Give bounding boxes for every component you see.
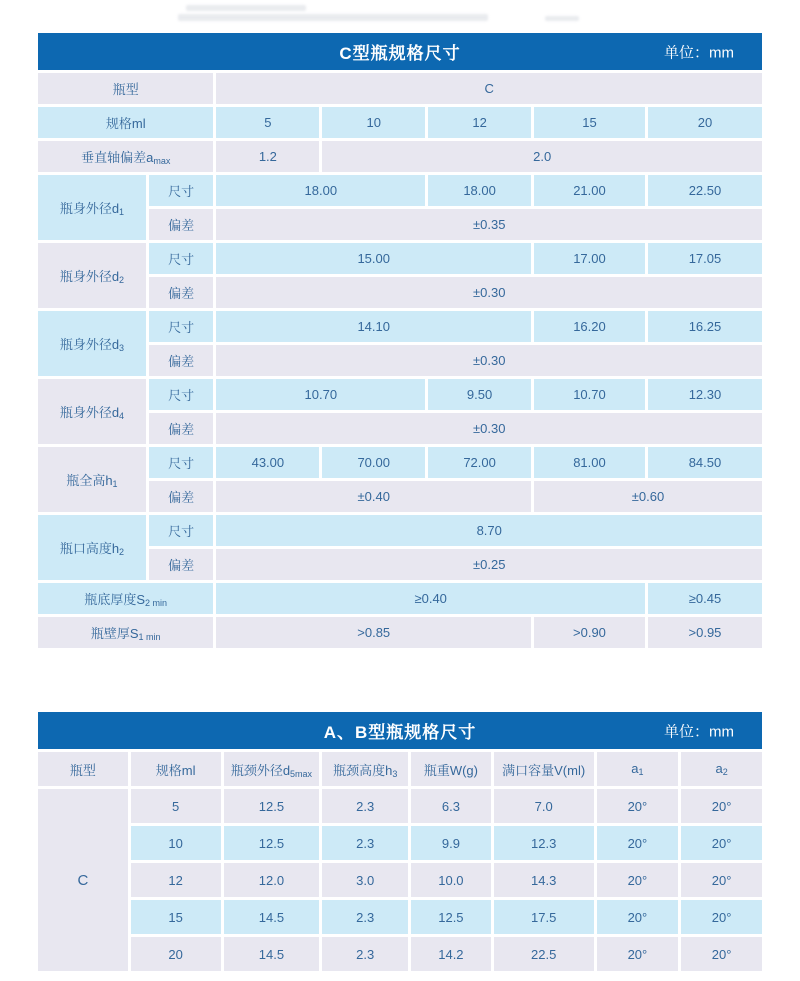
- d1-size-15: 21.00: [534, 175, 645, 206]
- h1-size-15: 81.00: [534, 447, 645, 478]
- label-subscript: max: [153, 156, 171, 166]
- d1-size-5-10: 18.00: [216, 175, 425, 206]
- size-label: 尺寸: [149, 515, 214, 546]
- d1-size-20: 22.50: [648, 175, 762, 206]
- label-text: 瓶身外径d: [59, 201, 120, 216]
- group-label-body-od-d3: [38, 311, 146, 376]
- label-subscript: 2: [119, 275, 125, 285]
- spec-value-10: 10: [322, 107, 425, 138]
- row5-a1: 20°: [597, 789, 679, 823]
- s1min-value-15: >0.90: [534, 617, 645, 648]
- th-neck-od-d5max: [224, 752, 320, 786]
- d3-size-20: 16.25: [648, 311, 762, 342]
- row15-capacity: 17.5: [494, 900, 594, 934]
- label-subscript: 1: [638, 767, 644, 777]
- d2-deviation: ±0.30: [216, 277, 762, 308]
- s2min-value-5-15: ≥0.40: [216, 583, 645, 614]
- row12-neck-od: 12.0: [224, 863, 320, 897]
- row5-a2: 20°: [681, 789, 762, 823]
- table-row: [38, 583, 762, 614]
- row20-a2: 20°: [681, 937, 762, 971]
- table-row: [38, 789, 762, 823]
- d1-size-12: 18.00: [428, 175, 531, 206]
- table-row: [38, 863, 762, 897]
- d4-size-5-10: 10.70: [216, 379, 425, 410]
- row15-spec: 15: [131, 900, 221, 934]
- size-label: 尺寸: [149, 175, 214, 206]
- h1-size-20: 84.50: [648, 447, 762, 478]
- table-row: [38, 311, 762, 342]
- table-row: [38, 277, 762, 308]
- row15-weight: 12.5: [411, 900, 491, 934]
- row20-capacity: 22.5: [494, 937, 594, 971]
- dev-label: 偏差: [149, 209, 214, 240]
- label-text: 瓶身外径d: [59, 269, 120, 284]
- d2-size-15: 17.00: [534, 243, 645, 274]
- row15-neck-height: 2.3: [322, 900, 408, 934]
- h1-size-5: 43.00: [216, 447, 319, 478]
- table-row: [38, 549, 762, 580]
- label-subscript: 3: [392, 768, 398, 779]
- label-subscript: 2: [722, 767, 728, 777]
- h1-deviation-5-12: ±0.40: [216, 481, 531, 512]
- label-wall-thickness-s1min: [38, 617, 213, 648]
- ab-bottle-spec-section: [38, 712, 762, 974]
- table-row: [38, 937, 762, 971]
- table-header-row: [38, 752, 762, 786]
- row5-capacity: 7.0: [494, 789, 594, 823]
- th-bottle-type: 瓶型: [38, 752, 128, 786]
- d3-size-5-12: 14.10: [216, 311, 531, 342]
- s1min-value-20: >0.95: [648, 617, 762, 648]
- row15-neck-od: 14.5: [224, 900, 320, 934]
- label-subscript: 5max: [290, 768, 313, 779]
- d4-deviation: ±0.30: [216, 413, 762, 444]
- label-text: 瓶颈高度h: [333, 762, 393, 778]
- label-text: 瓶口高度h: [59, 541, 120, 556]
- table-row: [38, 209, 762, 240]
- label-subscript: 1: [119, 207, 125, 217]
- row10-a1: 20°: [597, 826, 679, 860]
- bottle-type-c-cell: C: [38, 789, 128, 971]
- row10-capacity: 12.3: [494, 826, 594, 860]
- table-row: [38, 481, 762, 512]
- c-spec-table: [35, 70, 765, 651]
- group-label-total-height-h1: [38, 447, 146, 512]
- row20-neck-height: 2.3: [322, 937, 408, 971]
- table-row: [38, 175, 762, 206]
- row12-neck-height: 3.0: [322, 863, 408, 897]
- table-row: [38, 413, 762, 444]
- group-label-body-od-d1: [38, 175, 146, 240]
- row12-capacity: 14.3: [494, 863, 594, 897]
- ab-table-unit-label: 单位：mm: [664, 723, 734, 740]
- d3-size-15: 16.20: [534, 311, 645, 342]
- table-row: [38, 617, 762, 648]
- d3-deviation: ±0.30: [216, 345, 762, 376]
- label-bottom-thickness-s2min: [38, 583, 213, 614]
- row5-spec: 5: [131, 789, 221, 823]
- h1-size-10: 70.00: [322, 447, 425, 478]
- label-vertical-axis-deviation: [38, 141, 213, 172]
- d4-size-12: 9.50: [428, 379, 531, 410]
- dev-label: 偏差: [149, 345, 214, 376]
- d4-size-15: 10.70: [534, 379, 645, 410]
- row20-weight: 14.2: [411, 937, 491, 971]
- row15-a1: 20°: [597, 900, 679, 934]
- h2-size-all: 8.70: [216, 515, 762, 546]
- row10-neck-height: 2.3: [322, 826, 408, 860]
- label-subscript: 1: [112, 479, 118, 489]
- ab-table-header-bar: [38, 712, 762, 749]
- label-spec-ml: 规格ml: [38, 107, 213, 138]
- c-table-title: C型瓶规格尺寸: [339, 44, 461, 63]
- group-label-body-od-d2: [38, 243, 146, 308]
- th-weight: 瓶重W(g): [411, 752, 491, 786]
- label-text: 瓶壁厚S: [90, 626, 139, 641]
- ab-table-title: A、B型瓶规格尺寸: [323, 723, 477, 742]
- row5-weight: 6.3: [411, 789, 491, 823]
- row20-a1: 20°: [597, 937, 679, 971]
- spec-value-15: 15: [534, 107, 645, 138]
- d2-size-5-12: 15.00: [216, 243, 531, 274]
- label-subscript: 3: [119, 343, 125, 353]
- label-subscript: 1 min: [138, 632, 161, 642]
- row10-a2: 20°: [681, 826, 762, 860]
- c-table-unit-label: 单位：mm: [664, 44, 734, 61]
- group-label-mouth-height-h2: [38, 515, 146, 580]
- table-row: [38, 345, 762, 376]
- row12-a2: 20°: [681, 863, 762, 897]
- dev-label: 偏差: [149, 413, 214, 444]
- row15-a2: 20°: [681, 900, 762, 934]
- row10-neck-od: 12.5: [224, 826, 320, 860]
- label-text: a: [715, 761, 723, 776]
- c-table-header-bar: [38, 33, 762, 70]
- table-row: [38, 515, 762, 546]
- size-label: 尺寸: [149, 379, 214, 410]
- label-text: 垂直轴偏差a: [81, 150, 154, 165]
- table-row: [38, 107, 762, 138]
- group-label-body-od-d4: [38, 379, 146, 444]
- row10-weight: 9.9: [411, 826, 491, 860]
- row10-spec: 10: [131, 826, 221, 860]
- label-text: 瓶身外径d: [59, 337, 120, 352]
- table-row: [38, 447, 762, 478]
- label-subscript: 2 min: [145, 598, 168, 608]
- size-label: 尺寸: [149, 311, 214, 342]
- value-bottle-type: C: [216, 73, 762, 104]
- faint-watermark-artifact: [178, 14, 488, 21]
- label-text: 瓶底厚度S: [84, 592, 146, 607]
- th-capacity: 满口容量V(ml): [494, 752, 594, 786]
- row12-a1: 20°: [597, 863, 679, 897]
- dev-label: 偏差: [149, 481, 214, 512]
- th-neck-height-h3: [322, 752, 408, 786]
- size-label: 尺寸: [149, 243, 214, 274]
- row5-neck-od: 12.5: [224, 789, 320, 823]
- label-subscript: 2: [119, 547, 125, 557]
- d4-size-20: 12.30: [648, 379, 762, 410]
- label-bottle-type: 瓶型: [38, 73, 213, 104]
- faint-watermark-artifact: [186, 5, 306, 11]
- th-a1: [597, 752, 679, 786]
- label-subscript: 4: [119, 411, 125, 421]
- h1-size-12: 72.00: [428, 447, 531, 478]
- faint-watermark-artifact: [545, 16, 579, 21]
- size-label: 尺寸: [149, 447, 214, 478]
- spec-value-5: 5: [216, 107, 319, 138]
- table-row: [38, 900, 762, 934]
- dev-label: 偏差: [149, 549, 214, 580]
- row12-weight: 10.0: [411, 863, 491, 897]
- ab-spec-table: [35, 749, 765, 974]
- th-spec-ml: 规格ml: [131, 752, 221, 786]
- dev-label: 偏差: [149, 277, 214, 308]
- row5-neck-height: 2.3: [322, 789, 408, 823]
- table-row: [38, 243, 762, 274]
- table-row: [38, 826, 762, 860]
- label-text: a: [631, 761, 639, 776]
- va-value-10-20: 2.0: [322, 141, 762, 172]
- va-value-5: 1.2: [216, 141, 319, 172]
- label-text: 瓶身外径d: [59, 405, 120, 420]
- d2-size-20: 17.05: [648, 243, 762, 274]
- th-a2: [681, 752, 762, 786]
- label-text: 瓶颈外径d: [230, 762, 291, 778]
- label-text: 瓶全高h: [66, 473, 113, 488]
- table-row: [38, 141, 762, 172]
- h2-deviation: ±0.25: [216, 549, 762, 580]
- spec-value-20: 20: [648, 107, 762, 138]
- h1-deviation-15-20: ±0.60: [534, 481, 762, 512]
- spec-value-12: 12: [428, 107, 531, 138]
- row12-spec: 12: [131, 863, 221, 897]
- s1min-value-5-12: >0.85: [216, 617, 531, 648]
- d1-deviation: ±0.35: [216, 209, 762, 240]
- c-bottle-spec-section: [38, 33, 762, 651]
- table-row: [38, 73, 762, 104]
- s2min-value-20: ≥0.45: [648, 583, 762, 614]
- row20-spec: 20: [131, 937, 221, 971]
- row20-neck-od: 14.5: [224, 937, 320, 971]
- table-row: [38, 379, 762, 410]
